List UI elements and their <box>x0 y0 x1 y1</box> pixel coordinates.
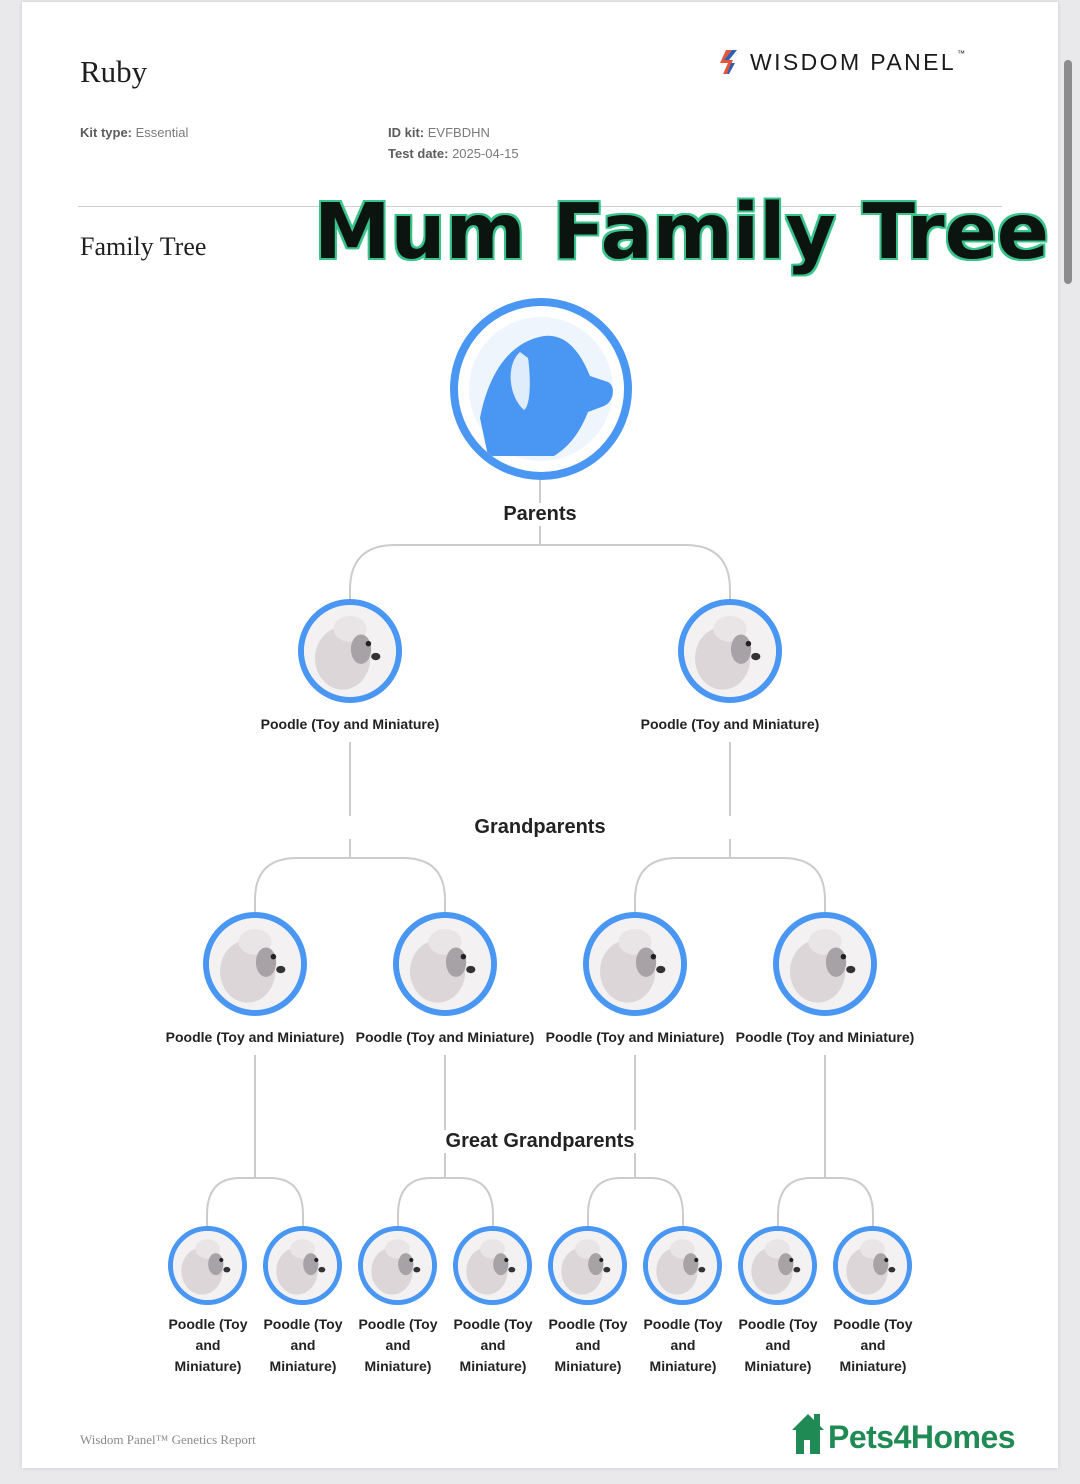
parent-node-2[interactable] <box>678 599 782 703</box>
great-grandparent-label-3: Poodle (Toy and Miniature) <box>358 1316 438 1374</box>
poodle-icon <box>209 918 301 1010</box>
id-kit-value: EVFBDHN <box>427 125 490 140</box>
great-grandparent-node-3[interactable] <box>358 1226 437 1305</box>
parent-label-1: Poodle (Toy and Miniature) <box>260 716 440 732</box>
poodle-icon <box>399 918 491 1010</box>
poodle-icon <box>648 1231 717 1300</box>
pets4homes-text: Pets4Homes <box>828 1419 1016 1455</box>
grandparent-label-4: Poodle (Toy and Miniature) <box>735 1029 915 1045</box>
great-grandparent-label-2: Poodle (Toy and Miniature) <box>263 1316 343 1374</box>
poodle-icon <box>684 605 776 697</box>
test-date-label: Test date: <box>388 146 449 161</box>
great-grandparent-node-7[interactable] <box>738 1226 817 1305</box>
parent-node-1[interactable] <box>298 599 402 703</box>
parent-label-2: Poodle (Toy and Miniature) <box>640 716 820 732</box>
poodle-icon <box>779 918 871 1010</box>
overlay-title: Mum Family Tree <box>314 188 1050 277</box>
parents-label: Parents <box>340 503 740 526</box>
great-grandparents-label: Great Grandparents <box>340 1130 740 1153</box>
poodle-icon <box>363 1231 432 1300</box>
kit-type-value: Essential <box>135 125 189 140</box>
poodle-icon <box>173 1231 242 1300</box>
great-grandparent-label-5: Poodle (Toy and Miniature) <box>548 1316 628 1374</box>
brand-name: WISDOM PANEL™ <box>750 48 968 75</box>
grandparent-node-4[interactable] <box>773 912 877 1016</box>
great-grandparent-label-7: Poodle (Toy and Miniature) <box>738 1316 818 1374</box>
grandparent-label-1: Poodle (Toy and Miniature) <box>165 1029 345 1045</box>
grandparent-label-3: Poodle (Toy and Miniature) <box>545 1029 725 1045</box>
great-grandparent-label-6: Poodle (Toy and Miniature) <box>643 1316 723 1374</box>
great-grandparent-label-8: Poodle (Toy and Miniature) <box>833 1316 913 1374</box>
great-grandparent-label-1: Poodle (Toy and Miniature) <box>168 1316 248 1374</box>
report-footer: Wisdom Panel™ Genetics Report <box>80 1432 256 1447</box>
great-grandparent-node-6[interactable] <box>643 1226 722 1305</box>
poodle-icon <box>589 918 681 1010</box>
root-dog-node[interactable] <box>450 298 632 480</box>
grandparent-node-2[interactable] <box>393 912 497 1016</box>
kit-type-label: Kit type: <box>80 125 132 140</box>
great-grandparent-node-8[interactable] <box>833 1226 912 1305</box>
poodle-icon <box>458 1231 527 1300</box>
poodle-icon <box>743 1231 812 1300</box>
poodle-icon <box>838 1231 907 1300</box>
id-kit-label: ID kit: <box>388 125 425 140</box>
poodle-icon <box>268 1231 337 1300</box>
great-grandparent-node-1[interactable] <box>168 1226 247 1305</box>
grandparents-label: Grandparents <box>340 816 740 839</box>
pets4homes-watermark <box>790 1410 1015 1456</box>
dog-name: Ruby <box>80 54 148 89</box>
grandparent-node-1[interactable] <box>203 912 307 1016</box>
grandparent-node-3[interactable] <box>583 912 687 1016</box>
section-title: Family Tree <box>80 232 207 261</box>
pets4homes-house-icon <box>790 1410 826 1456</box>
great-grandparent-node-4[interactable] <box>453 1226 532 1305</box>
poodle-icon <box>553 1231 622 1300</box>
great-grandparent-node-2[interactable] <box>263 1226 342 1305</box>
great-grandparent-label-4: Poodle (Toy and Miniature) <box>453 1316 533 1374</box>
poodle-icon <box>304 605 396 697</box>
great-grandparent-node-5[interactable] <box>548 1226 627 1305</box>
dog-silhouette-icon <box>458 306 624 472</box>
grandparent-label-2: Poodle (Toy and Miniature) <box>355 1029 535 1045</box>
test-date-value: 2025-04-15 <box>452 146 519 161</box>
